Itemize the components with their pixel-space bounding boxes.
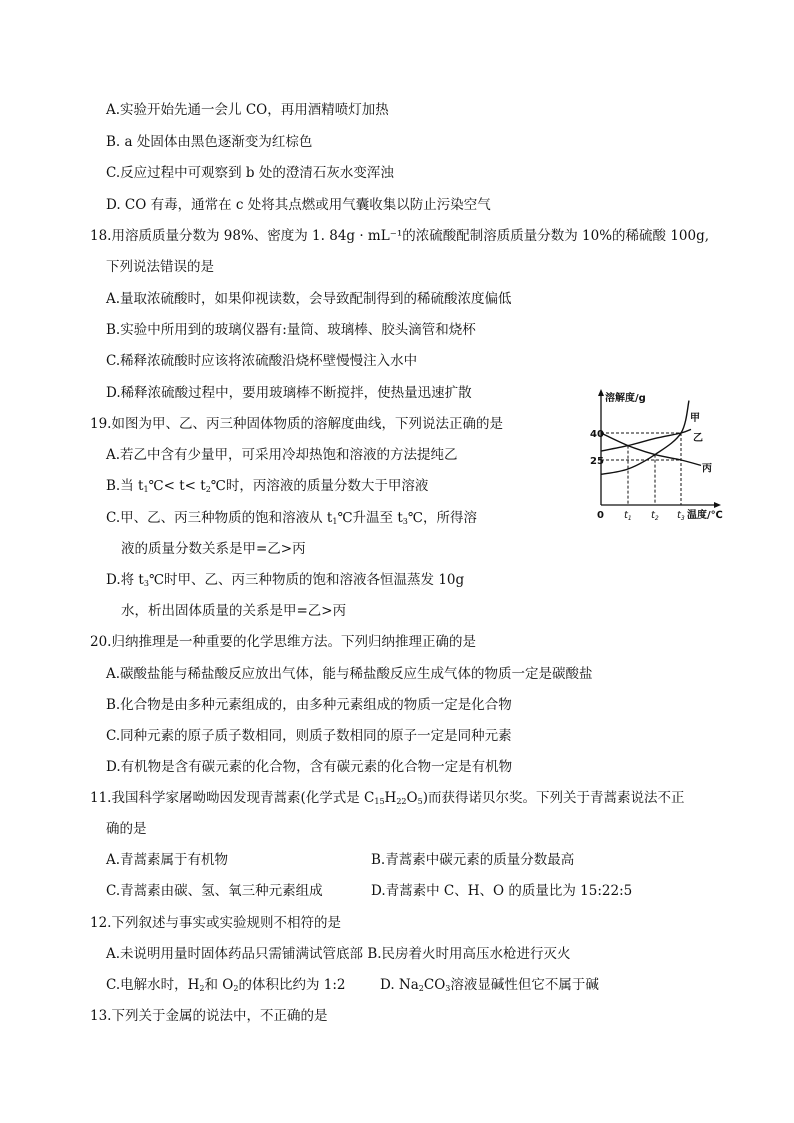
curve-jia bbox=[601, 401, 689, 475]
q18-option-b: B.实验中所用到的玻璃仪器有:量筒、玻璃棒、胶头滴管和烧杯 bbox=[106, 322, 476, 338]
xtick-t1: $t_1$ bbox=[624, 510, 632, 520]
q17-option-d: D. CO 有毒，通常在 c 处将其点燃或用气囊收集以防止污染空气 bbox=[106, 197, 491, 213]
y-axis-label: 溶解度/g bbox=[605, 393, 646, 404]
q17-option-a: A.实验开始先通一会儿 CO，再用酒精喷灯加热 bbox=[106, 102, 389, 118]
q12-option-d: D. $Na_2CO_3$溶液显碱性但它不属于碱 bbox=[380, 977, 599, 993]
q12-stem: 12.下列叙述与事实或实验规则不相符的是 bbox=[90, 915, 341, 931]
q18-option-a: A.量取浓硫酸时，如果仰视读数，会导致配制得到的稀硫酸浓度偏低 bbox=[106, 291, 512, 307]
q17-option-b: B. a 处固体由黑色逐渐变为红棕色 bbox=[106, 134, 313, 150]
x-axis-arrow bbox=[714, 502, 721, 508]
q19-option-d-line1: D.将 $t_3℃$时甲、乙、丙三种物质的饱和溶液各恒温蒸发 10g bbox=[106, 572, 465, 588]
solubility-chart bbox=[585, 385, 725, 520]
q20-option-b: B.化合物是由多种元素组成的，由多种元素组成的物质一定是化合物 bbox=[106, 697, 512, 713]
q20-option-a: A.碳酸盐能与稀盐酸反应放出气体，能与稀盐酸反应生成气体的物质一定是碳酸盐 bbox=[106, 666, 593, 682]
xtick-t2: $t_2$ bbox=[651, 510, 659, 520]
xtick-t3: $t_3$ bbox=[677, 510, 685, 520]
q20-option-c: C.同种元素的原子质子数相同，则质子数相同的原子一定是同种元素 bbox=[106, 728, 512, 744]
q12-option-ab: A.未说明用量时固体药品只需铺满试管底部 B.民房着火时用高压水枪进行灭火 bbox=[106, 946, 571, 962]
q18-option-c: C.稀释浓硫酸时应该将浓硫酸沿烧杯壁慢慢注入水中 bbox=[106, 353, 418, 369]
origin-label: 0 bbox=[597, 510, 604, 520]
q12-option-c: C.电解水时，$H_2$和 $O_2$的体积比约为 1:2 bbox=[106, 977, 346, 993]
q18-stem-line1: 18.用溶质质量分数为 98%、密度为 1. 84g · mL⁻¹的浓硫酸配制溶质质量分数为 10%的稀硫酸 100g, bbox=[90, 228, 710, 244]
q19-option-c-line2: 液的质量分数关系是甲=乙>丙 bbox=[121, 541, 306, 557]
series-label-jia: 甲 bbox=[690, 413, 700, 424]
series-label-yi: 乙 bbox=[693, 433, 703, 444]
q17-option-c: C.反应过程中可观察到 b 处的澄清石灰水变浑浊 bbox=[106, 165, 394, 181]
q11-stem-line2: 确的是 bbox=[106, 821, 147, 837]
q11-option-c: C.青蒿素由碳、氢、氧三种元素组成 bbox=[106, 883, 323, 899]
q11-option-d: D.青蒿素中 C、H、O 的质量比为 15:22:5 bbox=[371, 883, 633, 899]
x-axis-label: 温度/℃ bbox=[687, 510, 723, 520]
q18-stem-line2: 下列说法错误的是 bbox=[106, 259, 214, 275]
ytick-40: 40 bbox=[590, 429, 604, 440]
ytick-25: 25 bbox=[590, 456, 604, 467]
q19-option-b: B.当 $t_1℃< t<$ $t_2℃$时，丙溶液的质量分数大于甲溶液 bbox=[106, 478, 429, 494]
q19-stem: 19.如图为甲、乙、丙三种固体物质的溶解度曲线，下列说法正确的是 bbox=[90, 416, 503, 432]
q11-stem-line1: 11.我国科学家屠呦呦因发现青蒿素(化学式是 $C_{15}H_{22}O_5$)而获得诺贝尔奖。下列关于青蒿素说法不正 bbox=[90, 790, 685, 806]
q19-option-a: A.若乙中含有少量甲，可采用冷却热饱和溶液的方法提纯乙 bbox=[106, 447, 458, 463]
q11-option-a: A.青蒿素属于有机物 bbox=[106, 852, 229, 868]
series-label-bing: 丙 bbox=[702, 463, 712, 475]
q19-option-d-line2: 水，析出固体质量的关系是甲=乙>丙 bbox=[121, 603, 347, 619]
q20-option-d: D.有机物是含有碳元素的化合物，含有碳元素的化合物一定是有机物 bbox=[106, 759, 513, 775]
q20-stem: 20.归纳推理是一种重要的化学思维方法。下列归纳推理正确的是 bbox=[90, 634, 476, 650]
q18-option-d: D.稀释浓硫酸过程中，要用玻璃棒不断搅拌，使热量迅速扩散 bbox=[106, 385, 472, 401]
y-axis-arrow bbox=[598, 389, 604, 396]
curve-bing bbox=[601, 433, 701, 465]
q11-option-b: B.青蒿素中碳元素的质量分数最高 bbox=[371, 852, 575, 868]
q13-stem: 13.下列关于金属的说法中，不正确的是 bbox=[90, 1008, 328, 1024]
q19-option-c-line1: C.甲、乙、丙三种物质的饱和溶液从 $t_1℃$升温至 $t_3℃$，所得溶 bbox=[106, 510, 477, 526]
